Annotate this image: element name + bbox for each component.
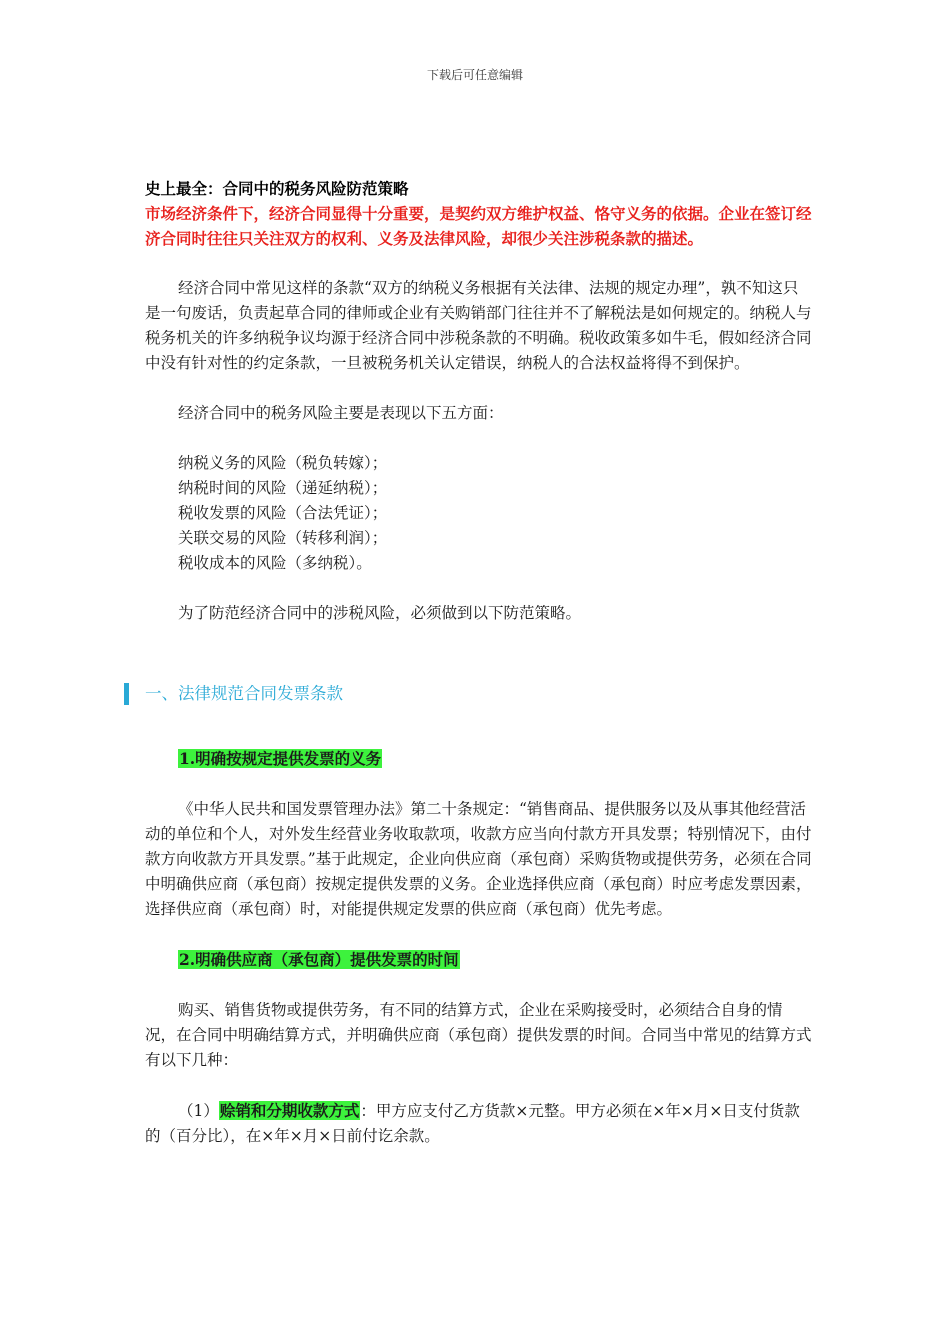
item-1-text: ：甲方应支付乙方货款×元整。甲方必须在×年×月×日支付货款的（百分比），在×年×月×日前付讫余款。 bbox=[145, 1102, 800, 1145]
paragraph-1: 经济合同中常见这样的条款“双方的纳税义务根据有关法律、法规的规定办理”，孰不知这只是一句废话，负责起草合同的律师或企业有关购销部门往往并不了解税法是如何规定的。纳税人与税务机关的许多纳税争议均源于经济合同中涉税条款的不明确。税收政策多如牛毛，假如经济合同中没有针对性的约定条款，一旦被税务机关认定错误，纳税人的合法权益将得不到保护。 bbox=[145, 279, 812, 372]
document-body bbox=[145, 176, 813, 1149]
list-item: 税收成本的风险（多纳税）。 bbox=[178, 554, 372, 572]
list-item: 关联交易的风险（转移利润）； bbox=[178, 529, 388, 547]
paragraph-2: 经济合同中的税务风险主要是表现以下五方面： bbox=[178, 404, 504, 422]
section-heading-text: 一、法律规范合同发票条款 bbox=[145, 684, 343, 703]
page-header: 下载后可任意编辑 bbox=[426, 68, 523, 82]
risk-list bbox=[145, 451, 813, 576]
section-bar-marker bbox=[124, 683, 129, 705]
subheading-1-text: 《中华人民共和国发票管理办法》第二十条规定：“销售商品、提供服务以及从事其他经营活动的单位和个人，对外发生经营业务收取款项，收款方应当向付款方开具发票；特别情况下，由付款方向收款方开具发票。”基于此规定，企业向供应商（承包商）采购货物或提供劳务，必须在合同中明确供应商（承包商）按规定提供发票的义务。企业选择供应商（承包商）时应考虑发票因素，选择供应商（承包商）时，对能提供规定发票的供应商（承包商）优先考虑。 bbox=[145, 800, 812, 918]
subheading-1 bbox=[145, 746, 813, 772]
subheading-2 bbox=[145, 947, 813, 973]
list-item: 纳税义务的风险（税负转嫁）； bbox=[178, 454, 388, 472]
subheading-2-text: 购买、销售货物或提供劳务，有不同的结算方式，企业在采购接受时，必须结合自身的情况，在合同中明确结算方式，并明确供应商（承包商）提供发票的时间。合同当中常见的结算方式有以下几种： bbox=[145, 1001, 812, 1069]
item-1-number: （1） bbox=[178, 1102, 219, 1120]
item-1-label: 赊销和分期收款方式 bbox=[219, 1101, 360, 1120]
intro-paragraph: 市场经济条件下，经济合同显得十分重要，是契约双方维护权益、恪守义务的依据。企业在签订经济合同时往往只关注双方的权利、义务及法律风险，却很少关注涉税条款的描述。 bbox=[145, 204, 812, 248]
subheading-2-highlight: 2.明确供应商（承包商）提供发票的时间 bbox=[179, 950, 459, 969]
section-heading bbox=[124, 681, 813, 706]
subheading-1-highlight: 1.明确按规定提供发票的义务 bbox=[179, 749, 382, 768]
item-1 bbox=[145, 1098, 813, 1149]
paragraph-3: 为了防范经济合同中的涉税风险，必须做到以下防范策略。 bbox=[178, 604, 582, 622]
list-item: 税收发票的风险（合法凭证）； bbox=[178, 504, 388, 522]
list-item: 纳税时间的风险（递延纳税）； bbox=[178, 479, 388, 497]
document-title: 史上最全：合同中的税务风险防范策略 bbox=[145, 179, 409, 198]
